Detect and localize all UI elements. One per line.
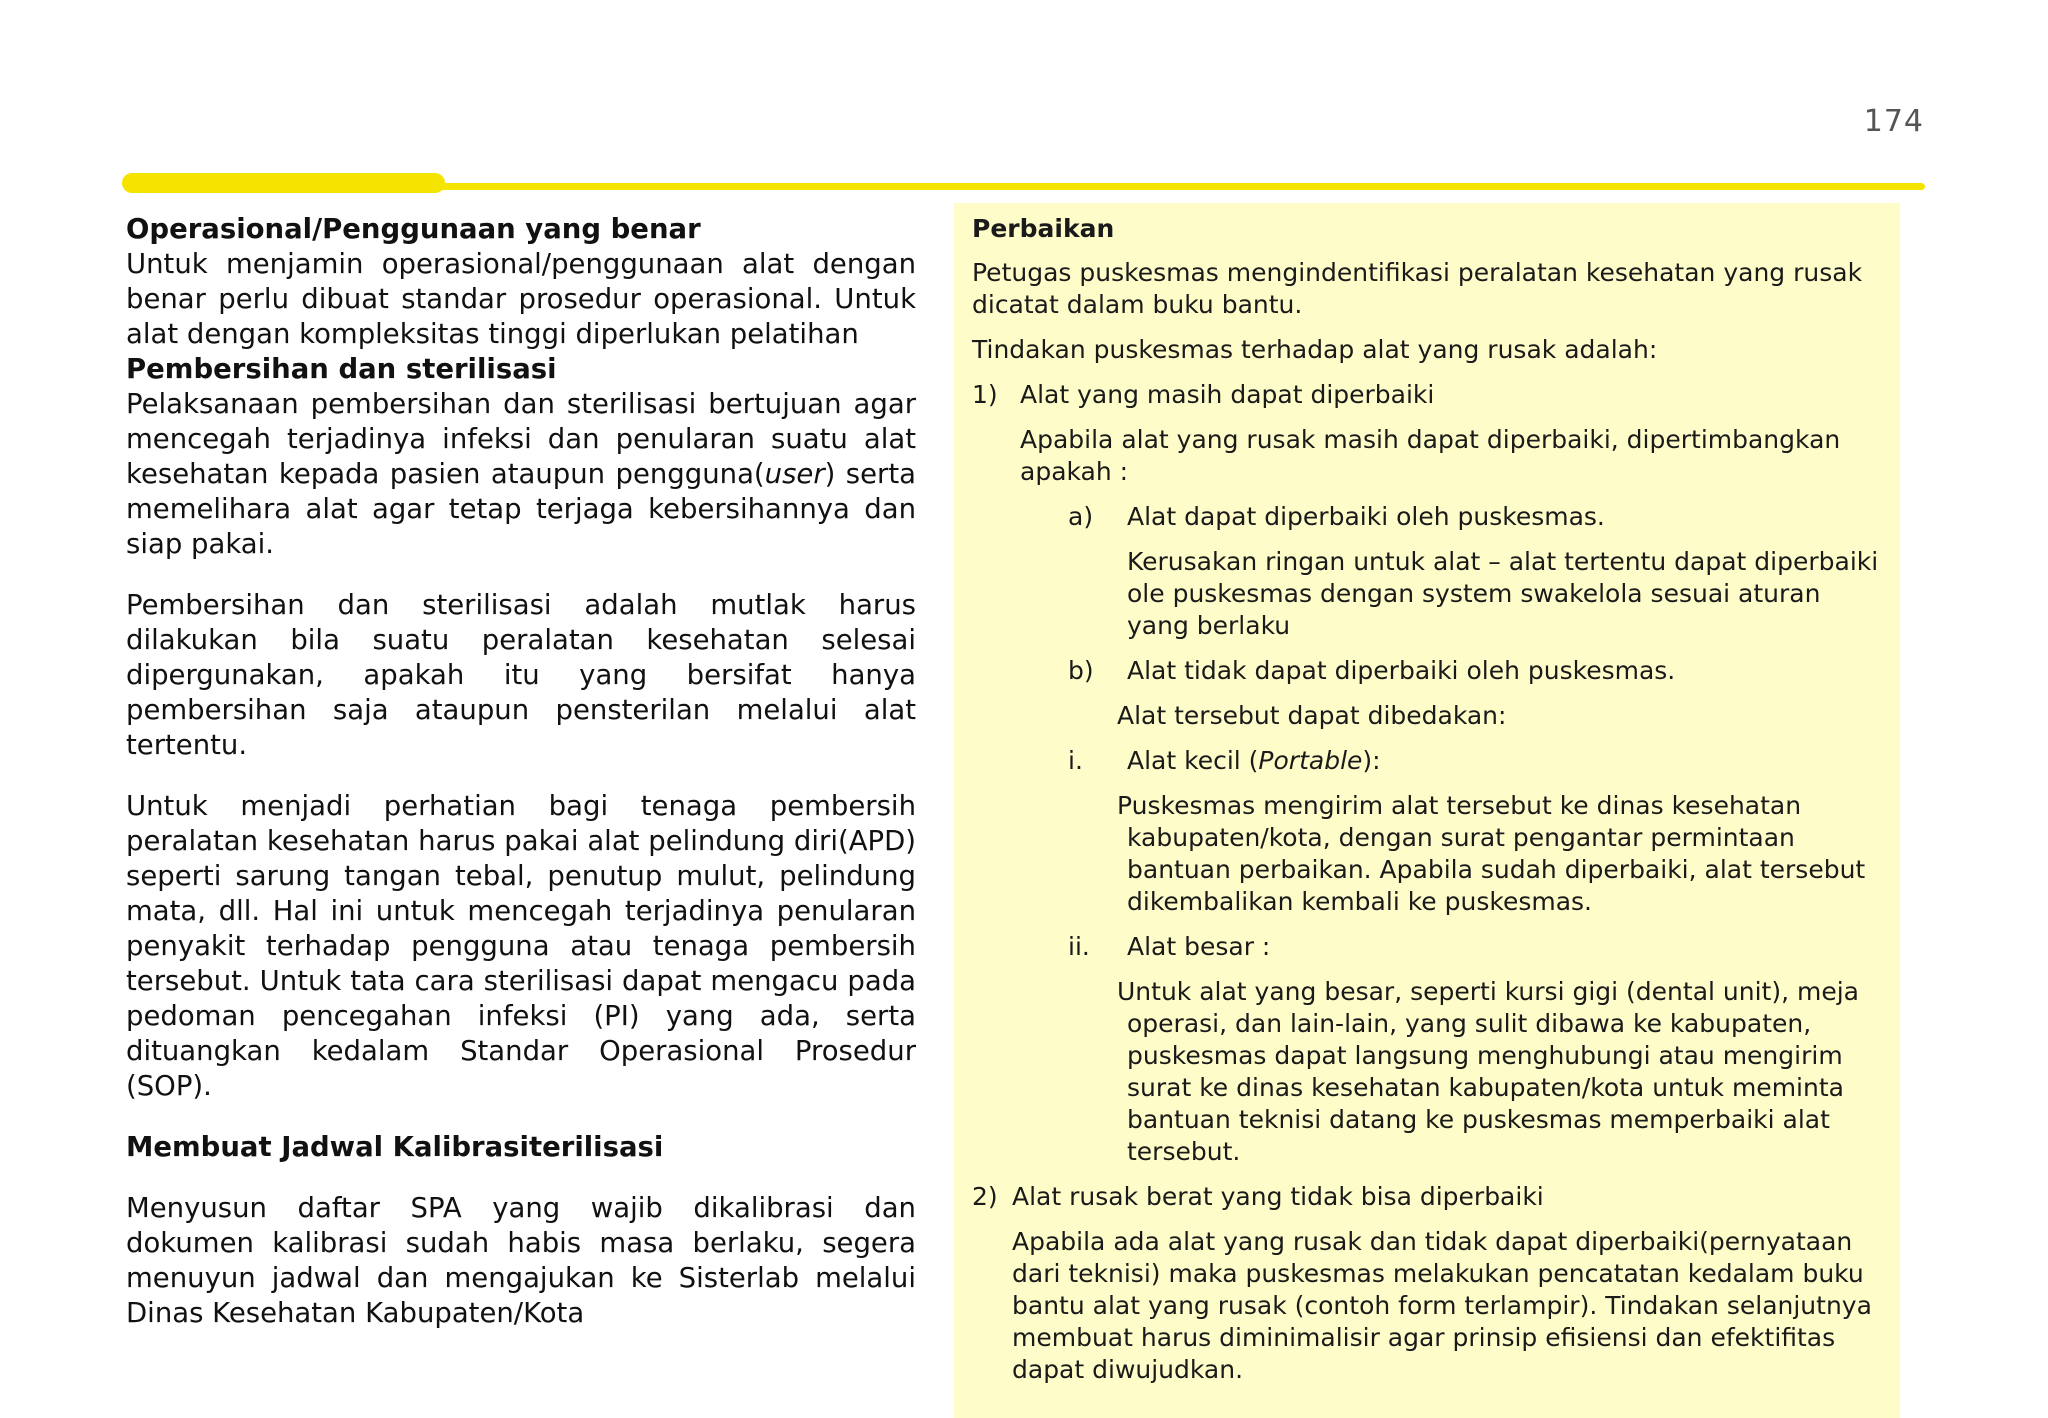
list-item-a-label: Alat dapat diperbaiki oleh puskesmas.: [1127, 502, 1605, 531]
list-item-1-description: Apabila alat yang rusak masih dapat diperbaiki, dipertimbangkan apakah :: [1020, 425, 1841, 486]
paragraph-pembersihan-part2: ) serta memelihara alat agar tetap terjaga kebersihannya dan siap pakai.: [126, 458, 916, 560]
perbaikan-title: Perbaikan: [972, 214, 1115, 243]
list-item-b: [972, 655, 1882, 687]
list-item-1-number: 1): [972, 380, 998, 409]
perbaikan-tindakan: Tindakan puskesmas terhadap alat yang rusak adalah:: [972, 335, 1658, 364]
page-number: 174: [1863, 104, 1924, 139]
paragraph-apd: Untuk menjadi perhatian bagi tenaga pembersih peralatan kesehatan harus pakai alat pelindung diri(APD) seperti sarung tangan tebal, penutup mulut, pelindung mata, dll. Hal ini untuk mencegah terjadinya penularan penyakit terhadap pengguna atau tenaga pembersih tersebut. Untuk tata cara sterilisasi dapat mengacu pada pedoman pencegahan infeksi (PI) yang ada, serta dituangkan kedalam Standar Operasional Prosedur (SOP).: [126, 790, 916, 1102]
perbaikan-intro: Petugas puskesmas mengindentifikasi peralatan kesehatan yang rusak dicatat dalam buku bantu.: [972, 258, 1863, 319]
header-rule-accent: [122, 173, 445, 193]
list-item-2: [972, 1181, 1882, 1213]
perbaikan-panel: [954, 203, 1900, 1418]
paragraph-pembersihan-part1: Pelaksanaan pembersihan dan sterilisasi bertujuan agar mencegah terjadinya infeksi dan penularan suatu alat kesehatan kepada pasien ataupun pengguna(: [126, 388, 916, 490]
paragraph-kalibrasi: Menyusun daftar SPA yang wajib dikalibrasi dan dokumen kalibrasi sudah habis masa berlaku, segera menuyun jadwal dan mengajukan ke Sisterlab melalui Dinas Kesehatan Kabupaten/Kota: [126, 1192, 916, 1329]
paragraph-pembersihan-italic: user: [764, 458, 825, 490]
list-item-ii: [972, 931, 1882, 963]
heading-operasional: Operasional/Penggunaan yang benar: [126, 213, 701, 245]
perbaikan-content: [972, 213, 1882, 1399]
left-column: [126, 212, 916, 1331]
list-item-b-description: Alat tersebut dapat dibedakan:: [1117, 701, 1507, 730]
list-item-1-label: Alat yang masih dapat diperbaiki: [1020, 380, 1435, 409]
list-item-a: [972, 501, 1882, 533]
paragraph-pembersihan: [126, 387, 916, 562]
list-item-i-label-italic: Portable: [1258, 746, 1363, 775]
paragraph-mutlak: Pembersihan dan sterilisasi adalah mutlak harus dilakukan bila suatu peralatan kesehatan selesai dipergunakan, apakah itu yang bersifat hanya pembersihan saja ataupun pensterilan melalui alat tertentu.: [126, 589, 916, 761]
list-item-a-description: Kerusakan ringan untuk alat – alat tertentu dapat diperbaiki ole puskesmas dengan system swakelola sesuai aturan yang berlaku: [1127, 547, 1879, 640]
list-item-ii-number: ii.: [1068, 932, 1090, 961]
heading-kalibrasi: Membuat Jadwal Kalibrasiterilisasi: [126, 1131, 664, 1163]
list-item-a-number: a): [1068, 502, 1094, 531]
list-item-i-label-part2: ):: [1362, 746, 1381, 775]
list-item-i-number: i.: [1068, 746, 1083, 775]
paragraph-operasional: Untuk menjamin operasional/penggunaan alat dengan benar perlu dibuat standar prosedur operasional. Untuk alat dengan kompleksitas tinggi diperlukan pelatihan: [126, 248, 916, 350]
list-item-b-number: b): [1068, 656, 1094, 685]
list-item-ii-label: Alat besar :: [1127, 932, 1271, 961]
list-item-b-label: Alat tidak dapat diperbaiki oleh puskesmas.: [1127, 656, 1676, 685]
heading-pembersihan: Pembersihan dan sterilisasi: [126, 353, 557, 385]
list-item-i-label-part1: Alat kecil (: [1127, 746, 1259, 775]
list-item-1: [972, 379, 1882, 411]
list-item-2-description: Apabila ada alat yang rusak dan tidak dapat diperbaiki(pernyataan dari teknisi) maka puskesmas melakukan pencatatan kedalam buku bantu alat yang rusak (contoh form terlampir). Tindakan selanjutnya membuat harus diminimalisir agar prinsip efisiensi dan efektifitas dapat diwujudkan.: [1012, 1227, 1872, 1384]
list-item-2-label: Alat rusak berat yang tidak bisa diperbaiki: [1012, 1182, 1544, 1211]
list-item-ii-description: Untuk alat yang besar, seperti kursi gigi (dental unit), meja operasi, dan lain-lain, yang sulit dibawa ke kabupaten, puskesmas dapat langsung menghubungi atau mengirim surat ke dinas kesehatan kabupaten/kota untuk meminta bantuan teknisi datang ke puskesmas memperbaiki alat tersebut.: [1117, 977, 1859, 1166]
list-item-2-number: 2): [972, 1182, 998, 1211]
list-item-i: [972, 745, 1882, 777]
list-item-i-description: Puskesmas mengirim alat tersebut ke dinas kesehatan kabupaten/kota, dengan surat pengantar permintaan bantuan perbaikan. Apabila sudah diperbaiki, alat tersebut dikembalikan kembali ke puskesmas.: [1117, 791, 1866, 916]
